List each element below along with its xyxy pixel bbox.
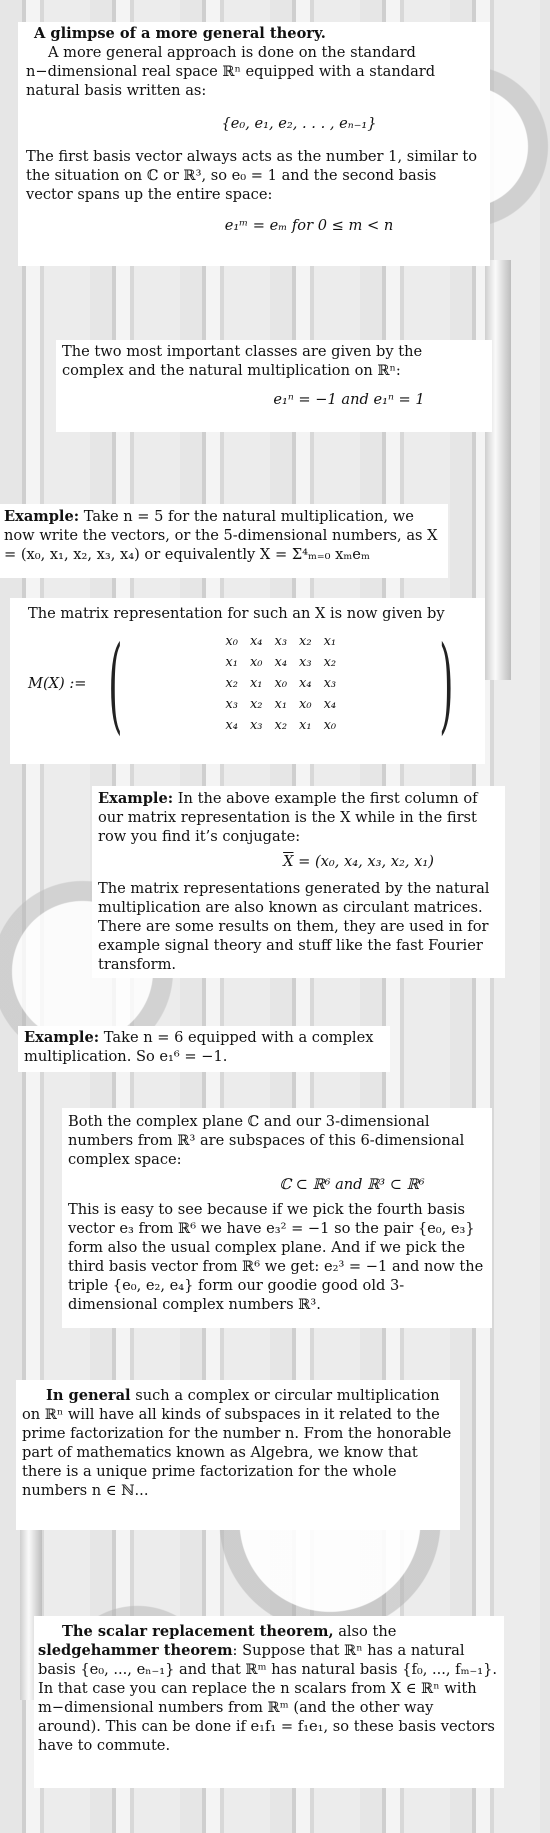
section-example-n6 [18, 1026, 390, 1072]
first-basis-paragraph: The first basis vector always acts as the number 1, similar to the situation on ℂ or ℝ³, so e₀ = 1 and the second basis vector spans up the entire space: [26, 148, 478, 203]
subspaces-formula: ℂ ⊂ ℝ⁶ and ℝ³ ⊂ ℝ⁶ [279, 1176, 425, 1193]
matrix-cell: x₄ [323, 697, 337, 712]
matrix-paragraph: The matrix representation for such an X is now given by [28, 605, 445, 622]
example-text: Take n = 5 for the natural multiplication, we now write the vectors, or the 5-dimensional numbers, as X = (x₀, x₁, x₂, x₃, x₄) or equivalently X = Σ⁴ₘ₌₀ xₘeₘ [4, 508, 438, 563]
example-text: In the above example the first column of our matrix representation is the X while in the first row you find it’s conjugate: [98, 790, 478, 845]
example-label: Example: [4, 508, 80, 525]
in-general-text: such a complex or circular multiplication on ℝⁿ will have all kinds of subspaces in it related to the prime factorization for the number n. From the honorable part of mathematics known as Algebra, we know that there is a unique prime factorization for the whole numbers n ∈ ℕ... [22, 1387, 452, 1499]
matrix-cell: x₃ [323, 676, 337, 691]
matrix-cell: x₁ [274, 697, 288, 712]
example-label: Example: [98, 790, 174, 807]
conjugate-symbol: $\overline{X}$ [283, 853, 294, 870]
matrix-cell: x₃ [225, 697, 238, 712]
theorem-label: The scalar replacement theorem, [62, 1623, 334, 1640]
right-paren: ) [439, 622, 454, 745]
theorem-text-1: also the [338, 1623, 397, 1640]
matrix-row [219, 715, 342, 736]
matrix-cell: x₀ [323, 718, 337, 733]
section-scalar-replacement [34, 1616, 504, 1788]
section-in-general [16, 1380, 460, 1530]
matrix-lhs: M(X) := [28, 675, 87, 692]
section-two-classes [56, 340, 492, 432]
section-general-theory [18, 22, 490, 266]
conjugate-value: = (x₀, x₄, x₃, x₂, x₁) [298, 853, 434, 870]
subspaces-explanation: This is easy to see because if we pick the fourth basis vector e₃ from ℝ⁶ we have e₃² = −1 so the pair {e₀, e₃} form also the usual complex plane. And if we pick the third basis vector from ℝ⁶ we get: e₂³ = −1 and now the triple {e₀, e₂, e₄} form our goodie good old 3-dimensional complex numbers ℝ³. [68, 1201, 484, 1313]
matrix-row [219, 673, 342, 694]
classes-paragraph: The two most important classes are given by the complex and the natural multiplication on ℝⁿ: [62, 343, 423, 379]
matrix-row [219, 652, 342, 673]
matrix-cell: x₂ [323, 655, 337, 670]
matrix-cell: x₃ [299, 655, 312, 670]
matrix-cell: x₄ [225, 718, 238, 733]
example-text: Take n = 6 equipped with a complex multiplication. So e₁⁶ = −1. [24, 1029, 374, 1065]
matrix-cell: x₀ [225, 634, 238, 649]
example-label: Example: [24, 1029, 100, 1046]
circulant-paragraph: The matrix representations generated by the natural multiplication are also known as circulant matrices. There are some results on them, they are used in for example signal theory and stuff like the fast Fourier transform. [98, 880, 490, 973]
matrix-cell: x₀ [274, 676, 288, 691]
basis-formula: {e₀, e₁, e₂, . . . , eₙ₋₁} [221, 115, 377, 132]
matrix-cell: x₄ [249, 634, 263, 649]
matrix-cell: x₃ [274, 634, 288, 649]
matrix-cell: x₃ [249, 718, 263, 733]
matrix-cell: x₀ [249, 655, 263, 670]
matrix-row [219, 631, 342, 652]
intro-paragraph: A more general approach is done on the standard n−dimensional real space ℝⁿ equipped with a standard natural basis written as: [26, 44, 436, 99]
section-matrix-representation [10, 598, 485, 764]
matrix-cell: x₁ [299, 718, 312, 733]
matrix-cell: x₁ [323, 634, 337, 649]
matrix-cell: x₂ [299, 634, 312, 649]
in-general-label: In general [46, 1387, 131, 1404]
background-bar [485, 260, 511, 680]
subspaces-paragraph: Both the complex plane ℂ and our 3-dimensional numbers from ℝ³ are subspaces of this 6-dimensional complex space: [68, 1113, 465, 1168]
matrix-cell: x₂ [225, 676, 238, 691]
matrix-cell: x₄ [299, 676, 312, 691]
matrix-equation [28, 622, 467, 745]
matrix-cell: x₀ [299, 697, 312, 712]
section-conjugate-example [92, 786, 505, 978]
classes-formula: e₁ⁿ = −1 and e₁ⁿ = 1 [273, 391, 425, 408]
matrix-cell: x₁ [249, 676, 263, 691]
matrix-cell: x₂ [274, 718, 288, 733]
matrix-cell: x₂ [249, 697, 263, 712]
conjugate-formula [218, 852, 499, 871]
theorem-text-2: : Suppose that ℝⁿ has a natural basis {e₀, ..., eₙ₋₁} and that ℝᵐ has natural basis {f₀, ..., fₘ₋₁}. In that case you can replace the n scalars from X ∈ ℝⁿ with m−dimensional numbers from ℝᵐ (and the other way around). This can be done if e₁f₁ = f₁e₁, so these basis vectors have to commute. [38, 1642, 498, 1754]
section-subspaces [62, 1108, 492, 1328]
matrix-row [219, 694, 342, 715]
span-formula: e₁ᵐ = eₘ for 0 ≤ m < n [224, 217, 394, 234]
left-paren: ( [107, 622, 122, 745]
matrix-cell: x₁ [225, 655, 238, 670]
theorem-alias: sledgehammer theorem [38, 1642, 233, 1659]
matrix-cell: x₄ [274, 655, 288, 670]
circulant-matrix [219, 631, 342, 736]
section-example-n5 [0, 504, 448, 578]
section-heading: A glimpse of a more general theory. [34, 25, 326, 42]
